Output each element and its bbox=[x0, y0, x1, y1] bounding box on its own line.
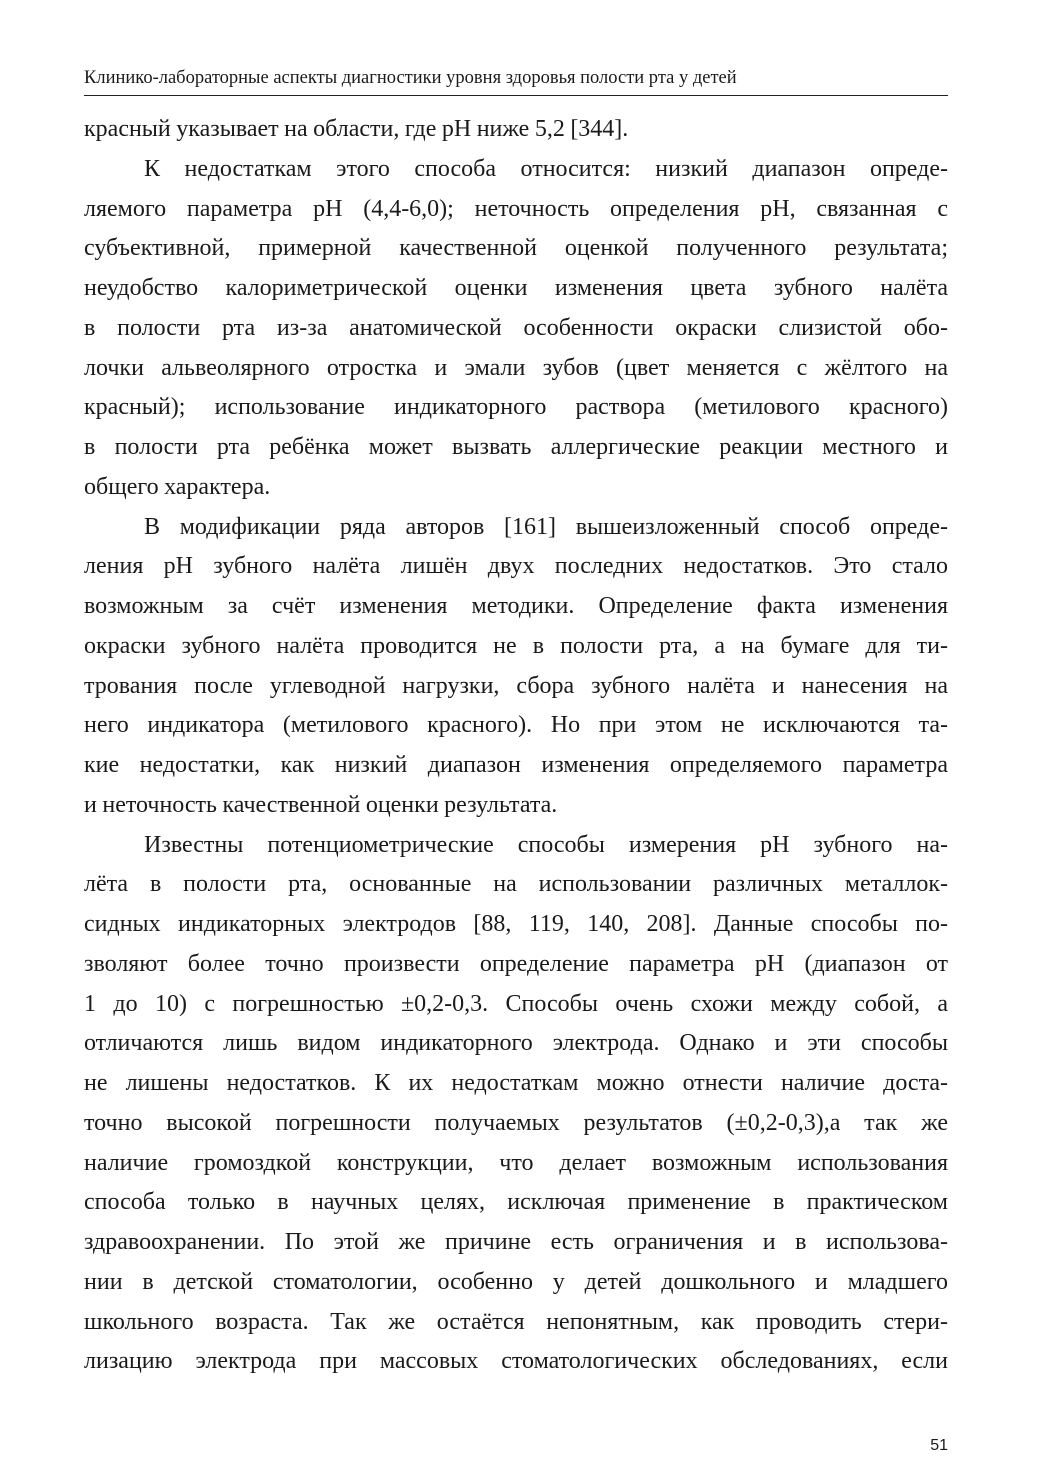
body-line: способа только в научных целях, исключая применение в практическом bbox=[84, 1189, 948, 1216]
body-line: лочки альвеолярного отростка и эмали зубов (цвет меняется с жёлтого на bbox=[84, 354, 948, 381]
body-line: отличаются лишь видом индикаторного электрода. Однако и эти способы bbox=[84, 1030, 948, 1057]
body-line: 1 до 10) с погрешностью ±0,2-0,3. Способы очень схожи между собой, а bbox=[84, 990, 948, 1017]
body-line: лёта в полости рта, основанные на использовании различных металлок- bbox=[84, 871, 948, 898]
body-line: нии в детской стоматологии, особенно у детей дошкольного и младшего bbox=[84, 1268, 948, 1295]
body-line: в полости рта из-за анатомической особенности окраски слизистой обо- bbox=[84, 314, 948, 341]
header-divider bbox=[84, 95, 948, 96]
body-line: школьного возраста. Так же остаётся непонятным, как проводить стери- bbox=[84, 1308, 948, 1335]
body-line: него индикатора (метилового красного). Но при этом не исключаются та- bbox=[84, 712, 948, 739]
body-line: зволяют более точно произвести определение параметра рН (диапазон от bbox=[84, 950, 948, 977]
body-line: красный указывает на области, где рН ниже 5,2 [344]. bbox=[84, 116, 629, 142]
page-number: 51 bbox=[930, 1437, 948, 1454]
running-header: Клинико-лабораторные аспекты диагностики уровня здоровья полости рта у детей bbox=[84, 68, 737, 88]
body-line: кие недостатки, как низкий диапазон изменения определяемого параметра bbox=[84, 752, 948, 778]
body-line: не лишены недостатков. К их недостаткам можно отнести наличие доста- bbox=[84, 1070, 948, 1096]
body-line: ления рН зубного налёта лишён двух последних недостатков. Это стало bbox=[84, 553, 948, 580]
body-line: окраски зубного налёта проводится не в полости рта, а на бумаге для ти- bbox=[84, 632, 948, 659]
body-line: сидных индикаторных электродов [88, 119, 140, 208]. Данные способы по- bbox=[84, 911, 948, 937]
page-body-text bbox=[84, 110, 948, 1382]
body-line: ляемого параметра рН (4,4-6,0); неточность определения рН, связанная с bbox=[84, 195, 948, 222]
body-line: возможным за счёт изменения методики. Определение факта изменения bbox=[84, 593, 948, 619]
paragraph-first-line: В модификации ряда авторов [161] вышеизложенный способ опреде- bbox=[144, 513, 948, 540]
body-line: здравоохранении. По этой же причине есть ограничения и в использова- bbox=[84, 1229, 948, 1255]
paragraph-first-line: К недостаткам этого способа относится: низкий диапазон опреде- bbox=[144, 155, 948, 182]
body-line: наличие громоздкой конструкции, что делает возможным использования bbox=[84, 1149, 948, 1176]
body-line: красный); использование индикаторного раствора (метилового красного) bbox=[84, 394, 948, 421]
body-line: субъективной, примерной качественной оценкой полученного результата; bbox=[84, 235, 948, 262]
paragraph-last-line: общего характера. bbox=[84, 473, 271, 500]
body-line: лизацию электрода при массовых стоматологических обследованиях, если bbox=[84, 1348, 948, 1375]
body-line: неудобство калориметрической оценки изменения цвета зубного налёта bbox=[84, 275, 948, 301]
paragraph-last-line: и неточность качественной оценки результата. bbox=[84, 791, 558, 818]
body-line: в полости рта ребёнка может вызвать аллергические реакции местного и bbox=[84, 434, 948, 460]
body-line: трования после углеводной нагрузки, сбора зубного налёта и нанесения на bbox=[84, 672, 948, 699]
body-line: точно высокой погрешности получаемых результатов (±0,2-0,3),а так же bbox=[84, 1109, 948, 1136]
paragraph-first-line: Известны потенциометрические способы измерения рН зубного на- bbox=[144, 831, 948, 858]
